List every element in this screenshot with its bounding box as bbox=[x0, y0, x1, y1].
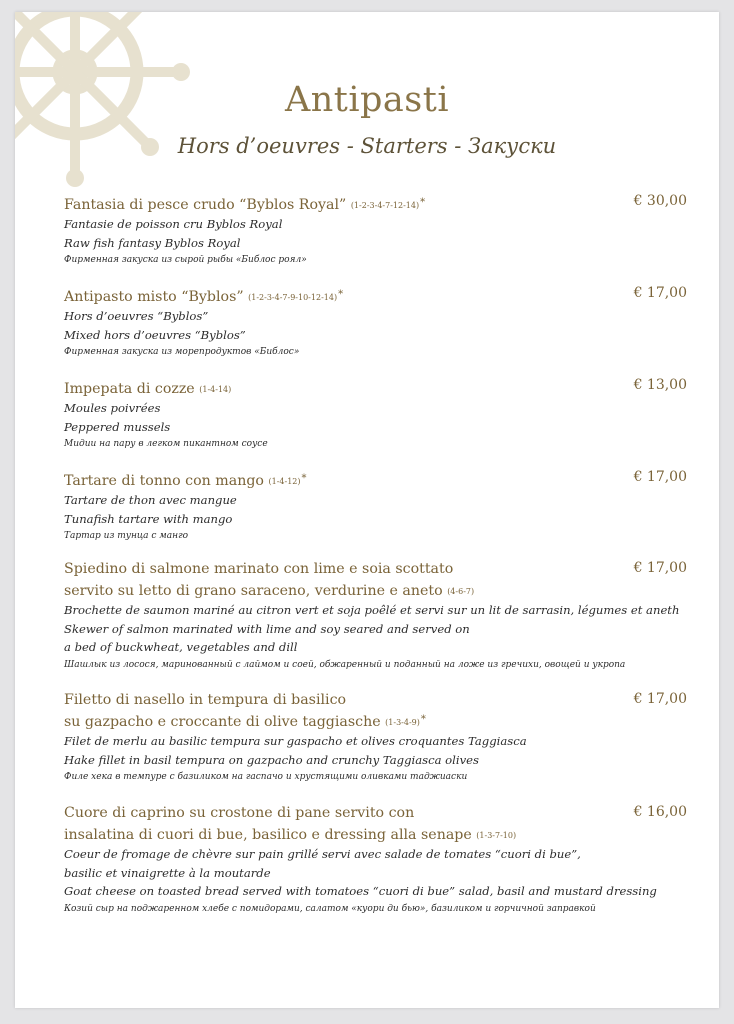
section-subtitle: Hors d’oeuvres - Starters - Закуски bbox=[177, 134, 557, 158]
item-name: Fantasia di pesce crudo “Byblos Royal” (1-2-3-4-7-12-14)* bbox=[64, 197, 426, 213]
english-translation: Goat cheese on toasted bread served with tomatoes “cuori di bue” salad, basil and mustard dressing bbox=[64, 884, 657, 898]
menu-item bbox=[64, 193, 694, 269]
menu-item bbox=[64, 285, 694, 361]
french-translation: Coeur de fromage de chèvre sur pain grillé servi avec salade de tomates “cuori di bue”, bbox=[64, 847, 581, 861]
french-translation: Brochette de saumon mariné au citron vert et soja poêlé et servi sur un lit de sarrasin, légumes et aneth bbox=[64, 603, 680, 617]
item-price: € 17,00 bbox=[633, 285, 687, 301]
frozen-mark: * bbox=[420, 714, 426, 725]
allergen-codes: (1-4-12) bbox=[268, 477, 301, 486]
russian-translation: Мидии на пару в легком пикантном соусе bbox=[64, 439, 268, 449]
english-translation: Raw fish fantasy Byblos Royal bbox=[64, 235, 241, 250]
frozen-mark: * bbox=[338, 289, 344, 300]
russian-translation: Фирменная закуска из сырой рыбы «Библос роял» bbox=[64, 255, 307, 265]
item-name bbox=[64, 691, 694, 732]
menu-item bbox=[64, 469, 694, 545]
russian-translation: Филе хека в темпуре с базиликом на гаспачо и хрустящими оливками таджиаски bbox=[64, 772, 468, 782]
item-price: € 30,00 bbox=[633, 193, 687, 209]
item-price: € 17,00 bbox=[633, 691, 687, 707]
french-translation: Tartare de thon avec mangue bbox=[64, 493, 237, 507]
item-name: Impepata di cozze (1-4-14) bbox=[64, 381, 232, 397]
menu-item bbox=[64, 560, 694, 674]
item-name bbox=[64, 804, 694, 845]
item-name-line: Filetto di nasello in tempura di basilico bbox=[64, 692, 347, 708]
menu-item bbox=[64, 691, 694, 786]
russian-translation: Шашлык из лосося, маринованный с лаймом и соей, обжаренный и поданный на ложе из гречихи, овощей и укропа bbox=[64, 659, 626, 670]
allergen-codes: (4-6-7) bbox=[447, 587, 475, 596]
item-name: Tartare di tonno con mango (1-4-12)* bbox=[64, 473, 307, 489]
allergen-codes: (1-3-4-9) bbox=[385, 718, 420, 727]
menu-item bbox=[64, 804, 694, 918]
russian-translation: Фирменная закуска из морепродуктов «Библос» bbox=[64, 347, 300, 357]
french-translation: Hors d’oeuvres “Byblos” bbox=[64, 309, 209, 323]
english-translation-cont: a bed of buckwheat, vegetables and dill bbox=[64, 640, 298, 654]
english-translation: Mixed hors d’oeuvres “Byblos” bbox=[64, 327, 246, 342]
russian-translation: Тартар из тунца с манго bbox=[64, 531, 189, 541]
item-price: € 16,00 bbox=[633, 804, 687, 820]
allergen-codes: (1-2-3-4-7-12-14) bbox=[350, 201, 420, 210]
french-translation: Fantasie de poisson cru Byblos Royal bbox=[64, 217, 283, 231]
allergen-codes: (1-3-7-10) bbox=[476, 831, 517, 840]
item-name-line: Spiedino di salmone marinato con lime e soia scottato bbox=[64, 561, 454, 577]
menu-item bbox=[64, 377, 694, 453]
allergen-codes: (1-4-14) bbox=[199, 385, 232, 394]
item-name-line: servito su letto di grano saraceno, verdurine e aneto (4-6-7) bbox=[64, 583, 475, 599]
menu-page bbox=[15, 12, 719, 1008]
french-translation: Moules poivrées bbox=[64, 401, 161, 415]
english-translation: Peppered mussels bbox=[64, 419, 171, 434]
section-title: Antipasti bbox=[284, 80, 450, 120]
english-translation: Skewer of salmon marinated with lime and soy seared and served on bbox=[64, 621, 470, 636]
frozen-mark: * bbox=[301, 473, 307, 484]
item-price: € 17,00 bbox=[633, 469, 687, 485]
item-name-line: insalatina di cuori di bue, basilico e dressing alla senape (1-3-7-10) bbox=[64, 827, 517, 843]
item-name-line: su gazpacho e croccante di olive taggiasche (1-3-4-9)* bbox=[64, 714, 426, 730]
allergen-codes: (1-2-3-4-7-9-10-12-14) bbox=[248, 293, 338, 302]
item-name-line: Cuore di caprino su crostone di pane servito con bbox=[64, 805, 415, 821]
english-translation: Hake fillet in basil tempura on gazpacho and crunchy Taggiasca olives bbox=[64, 752, 479, 767]
french-translation-cont: basilic et vinaigrette à la moutarde bbox=[64, 865, 271, 880]
item-name bbox=[64, 560, 694, 601]
item-price: € 13,00 bbox=[633, 377, 687, 393]
item-price: € 17,00 bbox=[633, 560, 687, 576]
russian-translation: Козий сыр на поджаренном хлебе с помидорами, салатом «куори ди бью», базиликом и горчичной заправкой bbox=[64, 903, 596, 914]
french-translation: Filet de merlu au basilic tempura sur gaspacho et olives croquantes Taggiasca bbox=[64, 734, 527, 748]
frozen-mark: * bbox=[420, 197, 426, 208]
item-name: Antipasto misto “Byblos” (1-2-3-4-7-9-10-12-14)* bbox=[64, 289, 344, 305]
english-translation: Tunafish tartare with mango bbox=[64, 511, 233, 526]
